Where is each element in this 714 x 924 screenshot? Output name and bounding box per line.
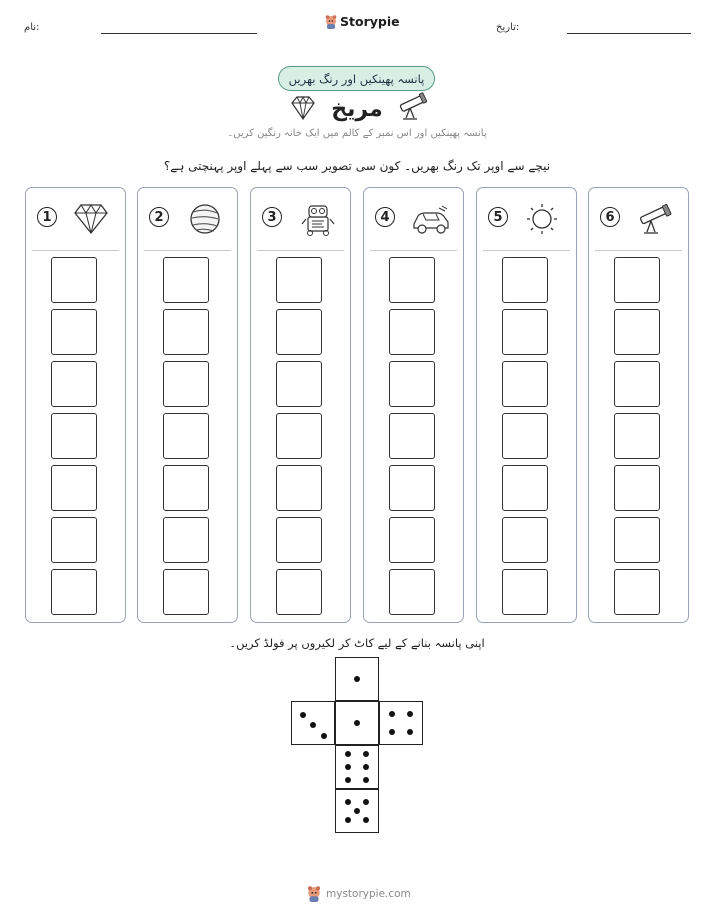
fold-instruction: اپنی پانسہ بنانے کے لیے کاٹ کر لکیروں پر فولڈ کریں۔ [229, 636, 485, 650]
color-cell[interactable] [614, 309, 660, 355]
die-pip [345, 777, 351, 783]
color-cell[interactable] [614, 465, 660, 511]
column-4 [363, 187, 464, 623]
color-cell[interactable] [276, 361, 322, 407]
column-2 [137, 187, 238, 623]
color-cell[interactable] [163, 569, 209, 615]
color-cell[interactable] [502, 569, 548, 615]
column-number: 3 [262, 207, 282, 227]
color-cell[interactable] [389, 413, 435, 459]
footer [306, 886, 411, 902]
color-cell[interactable] [276, 465, 322, 511]
color-cell[interactable] [502, 257, 548, 303]
die-face-1 [335, 701, 379, 745]
column-divider [32, 250, 119, 251]
color-cell[interactable] [614, 413, 660, 459]
die-face-6 [335, 745, 379, 789]
column-divider [483, 250, 570, 251]
die-face-3 [291, 701, 335, 745]
die-pip [407, 729, 413, 735]
color-cell[interactable] [276, 517, 322, 563]
color-cell[interactable] [51, 257, 97, 303]
column-divider [595, 250, 682, 251]
die-pip [354, 720, 360, 726]
color-cell[interactable] [389, 309, 435, 355]
color-cell[interactable] [614, 257, 660, 303]
color-cell[interactable] [163, 465, 209, 511]
color-cell[interactable] [163, 361, 209, 407]
die-pip [310, 722, 316, 728]
die-face-1 [335, 657, 379, 701]
diamond-icon [71, 202, 111, 236]
color-cell[interactable] [389, 517, 435, 563]
die-face-4 [379, 701, 423, 745]
color-cell[interactable] [389, 465, 435, 511]
color-cell[interactable] [614, 361, 660, 407]
color-cell[interactable] [51, 309, 97, 355]
color-cell[interactable] [163, 517, 209, 563]
date-line[interactable] [567, 33, 691, 34]
color-cell[interactable] [276, 257, 322, 303]
name-label: نام: [24, 22, 40, 33]
column-divider [370, 250, 457, 251]
activity-pill: پانسہ پھینکیں اور رنگ بھریں [278, 66, 435, 91]
die-pip [345, 817, 351, 823]
die-pip [389, 711, 395, 717]
column-divider [144, 250, 231, 251]
telescope-icon [634, 202, 674, 236]
column-1 [25, 187, 126, 623]
die-face-5 [335, 789, 379, 833]
color-cell[interactable] [502, 517, 548, 563]
die-pip [300, 712, 306, 718]
die-pip [345, 751, 351, 757]
mascot-icon [306, 886, 322, 902]
date-label: تاریخ: [496, 22, 520, 33]
die-pip [363, 764, 369, 770]
column-number: 1 [37, 207, 57, 227]
brand-name: Storypie [340, 14, 400, 29]
telescope-icon [394, 90, 428, 122]
instructions-text: پانسہ پھینکیں اور اس نمبر کے کالم میں ایک خانہ رنگین کریں۔ [227, 128, 487, 139]
column-number: 4 [375, 207, 395, 227]
die-pip [321, 733, 327, 739]
color-cell[interactable] [276, 309, 322, 355]
die-pip [354, 808, 360, 814]
color-cell[interactable] [614, 517, 660, 563]
color-cell[interactable] [389, 257, 435, 303]
planet-icon [183, 202, 223, 236]
die-pip [363, 751, 369, 757]
question-text: نیچے سے اوپر تک رنگ بھریں۔ کون سی تصویر سب سے پہلے اوپر پہنچتی ہے؟ [163, 159, 551, 173]
color-cell[interactable] [276, 569, 322, 615]
column-number: 2 [149, 207, 169, 227]
page-title: مریخ [331, 97, 383, 122]
die-pip [345, 799, 351, 805]
brand-logo [325, 14, 400, 29]
column-6 [588, 187, 689, 623]
mascot-icon [325, 15, 337, 29]
color-cell[interactable] [163, 257, 209, 303]
robot-icon [296, 202, 336, 236]
name-line[interactable] [101, 33, 257, 34]
color-cell[interactable] [389, 361, 435, 407]
color-cell[interactable] [51, 413, 97, 459]
color-cell[interactable] [389, 569, 435, 615]
die-pip [345, 764, 351, 770]
color-cell[interactable] [502, 361, 548, 407]
color-cell[interactable] [51, 569, 97, 615]
footer-url: mystorypie.com [326, 888, 411, 900]
column-number: 6 [600, 207, 620, 227]
die-pip [407, 711, 413, 717]
color-cell[interactable] [276, 413, 322, 459]
car-icon [409, 202, 449, 236]
die-pip [363, 817, 369, 823]
color-cell[interactable] [502, 309, 548, 355]
die-pip [354, 676, 360, 682]
color-cell[interactable] [502, 413, 548, 459]
column-number: 5 [488, 207, 508, 227]
die-pip [363, 799, 369, 805]
color-cell[interactable] [163, 309, 209, 355]
color-cell[interactable] [614, 569, 660, 615]
color-cell[interactable] [51, 517, 97, 563]
die-pip [363, 777, 369, 783]
die-pip [389, 729, 395, 735]
column-divider [257, 250, 344, 251]
column-3 [250, 187, 351, 623]
column-5 [476, 187, 577, 623]
sun-icon [522, 202, 562, 236]
color-cell[interactable] [51, 465, 97, 511]
color-cell[interactable] [51, 361, 97, 407]
color-cell[interactable] [502, 465, 548, 511]
color-cell[interactable] [163, 413, 209, 459]
